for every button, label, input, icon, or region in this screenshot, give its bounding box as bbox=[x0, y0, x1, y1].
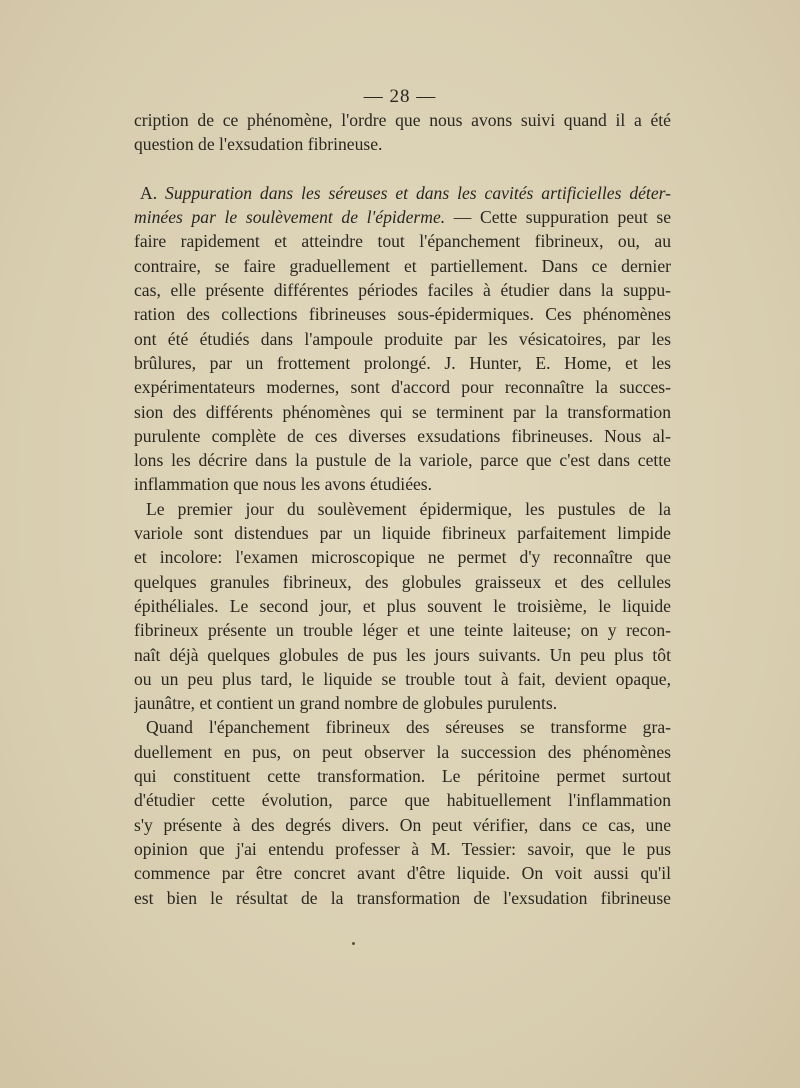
ink-speck bbox=[352, 942, 355, 945]
text-line: Quand l'épanchement fibrineux des séreuses se transforme gra- bbox=[146, 717, 671, 738]
text-line: et incolore: l'examen microscopique ne permet d'y reconnaître que bbox=[134, 547, 671, 568]
text-line: naît déjà quelques globules de pus les jours suivants. Un peu plus tôt bbox=[134, 644, 671, 665]
text-line: variole sont distendues par un liquide fibrineux parfaitement limpide bbox=[134, 523, 671, 544]
text-line: expérimentateurs modernes, sont d'accord pour reconnaître la succes- bbox=[134, 377, 671, 398]
page-number: — 28 — bbox=[363, 86, 437, 107]
text-line: inflammation que nous les avons étudiées. bbox=[134, 474, 433, 495]
text-line: ou un peu plus tard, le liquide se trouble tout à fait, devient opaque, bbox=[134, 668, 671, 689]
text-line: purulente complète de ces diverses exsudations fibrineuses. Nous al- bbox=[134, 425, 671, 446]
text-line: question de l'exsudation fibrineuse. bbox=[134, 134, 383, 155]
section-heading-italic-2: minées par le soulèvement de l'épiderme. bbox=[134, 207, 446, 228]
text-line: s'y présente à des degrés divers. On peut vérifier, dans ce cas, une bbox=[134, 814, 671, 835]
text-line: sion des différents phénomènes qui se terminent par la transformation bbox=[134, 401, 671, 422]
text-line: fibrineux présente un trouble léger et une teinte laiteuse; on y recon- bbox=[134, 620, 671, 641]
text-line: lons les décrire dans la pustule de la variole, parce que c'est dans cette bbox=[134, 450, 671, 471]
text-line: est bien le résultat de la transformation de l'exsudation fibrineuse bbox=[134, 887, 671, 908]
text-line: jaunâtre, et contient un grand nombre de globules purulents. bbox=[134, 693, 558, 714]
text-line: épithéliales. Le second jour, et plus souvent le troisième, le liquide bbox=[134, 595, 671, 616]
text-line: brûlures, par un frottement prolongé. J. Hunter, E. Home, et les bbox=[134, 352, 671, 373]
text-line: opinion que j'ai entendu professer à M. Tessier: savoir, que le pus bbox=[134, 838, 671, 859]
body-text bbox=[134, 108, 671, 910]
text-line: qui constituent cette transformation. Le péritoine permet surtout bbox=[134, 766, 671, 787]
text-line: ont été étudiés dans l'ampoule produite par les vésicatoires, par les bbox=[134, 328, 671, 349]
text-line: d'étudier cette évolution, parce que habituellement l'inflammation bbox=[134, 790, 671, 811]
text-line: cription de ce phénomène, l'ordre que nous avons suivi quand il a été bbox=[134, 110, 671, 130]
text-line: faire rapidement et atteindre tout l'épanchement fibrineux, ou, au bbox=[134, 231, 671, 252]
text-line: Le premier jour du soulèvement épidermique, les pustules de la bbox=[146, 498, 671, 519]
text-line: quelques granules fibrineux, des globules graisseux et des cellules bbox=[134, 571, 671, 592]
text-line: cas, elle présente différentes périodes faciles à étudier dans la suppu- bbox=[134, 280, 671, 301]
text-line: contraire, se faire graduellement et partiellement. Dans ce dernier bbox=[134, 255, 671, 276]
text-line: ration des collections fibrineuses sous-épidermiques. Ces phénomènes bbox=[134, 304, 671, 325]
section-heading-italic: Suppuration dans les séreuses et dans les cavités artificielles déter- bbox=[165, 182, 671, 203]
text-line: commence par être concret avant d'être liquide. On voit aussi qu'il bbox=[134, 863, 671, 884]
section-heading-line: A. Suppuration dans les séreuses et dans les cavités artificielles déter- bbox=[140, 182, 671, 203]
section-heading-line-2: minées par le soulèvement de l'épiderme. — Cette suppuration peut se bbox=[134, 207, 671, 228]
text-line-blank bbox=[134, 157, 671, 181]
text-line: duellement en pus, on peut observer la succession des phénomènes bbox=[134, 741, 671, 762]
